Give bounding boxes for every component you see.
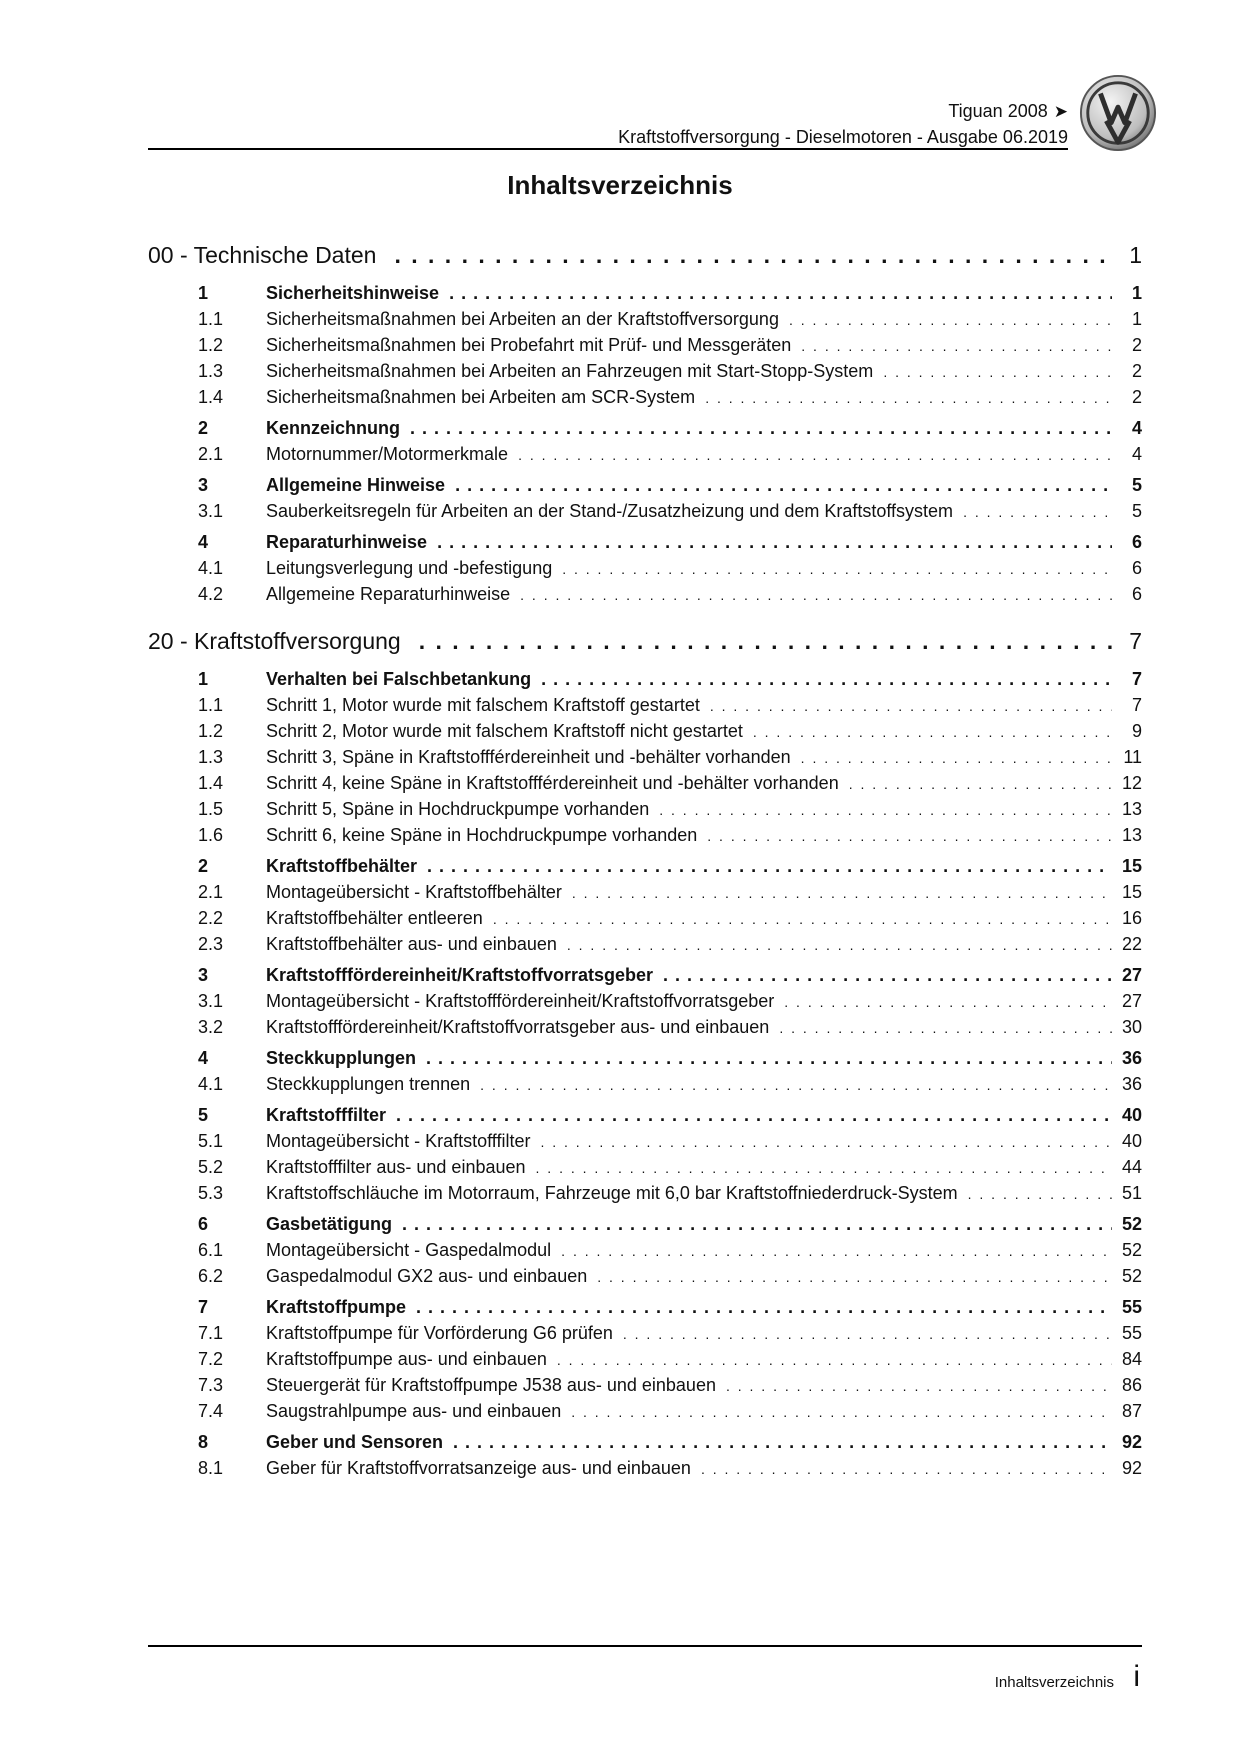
dot-leader (663, 965, 1112, 986)
dot-leader (480, 1077, 1112, 1093)
toc-section[interactable] (198, 1048, 1142, 1074)
item-number: 2.1 (198, 444, 224, 464)
toc-item[interactable] (198, 584, 1142, 610)
toc-item[interactable] (198, 1131, 1142, 1157)
item-title: Montageübersicht - Kraftstoffbehälter (266, 882, 562, 902)
item-number: 3.1 (198, 991, 224, 1011)
toc-item[interactable] (198, 695, 1142, 721)
item-title: Steckkupplungen trennen (266, 1074, 471, 1094)
section-title: Kraftstoffpumpe (266, 1297, 406, 1317)
item-title: Schritt 2, Motor wurde mit falschem Kraftstoff nicht gestartet (266, 721, 743, 741)
dot-leader (597, 1269, 1112, 1285)
dot-leader (789, 312, 1112, 328)
toc-item[interactable] (198, 991, 1142, 1017)
item-title: Kraftstoffpumpe für Vorförderung G6 prüfen (266, 1323, 613, 1343)
toc-item[interactable] (198, 882, 1142, 908)
item-page: 7 (1131, 695, 1142, 715)
item-number: 1.5 (198, 799, 224, 819)
item-number: 1.4 (198, 387, 224, 407)
footer-page-number: i (1133, 1660, 1140, 1693)
item-title: Schritt 3, Späne in Kraftstoffférdereinheit und -behälter vorhanden (266, 747, 791, 767)
section-title: Kraftstofffördereinheit/Kraftstoffvorratsgeber (266, 965, 654, 985)
chapter-title: 00 - Technische Daten (148, 242, 377, 268)
item-title: Steuergerät für Kraftstoffpumpe J538 aus- und einbauen (266, 1375, 716, 1395)
item-number: 1.2 (198, 335, 224, 355)
item-page: 15 (1121, 882, 1142, 902)
toc-item[interactable] (198, 799, 1142, 825)
item-page: 52 (1121, 1240, 1142, 1260)
item-page: 86 (1121, 1375, 1142, 1395)
item-page: 36 (1121, 1074, 1142, 1094)
item-number: 2.1 (198, 882, 224, 902)
item-title: Sauberkeitsregeln für Arbeiten an der Stand-/Zusatzheizung und dem Kraftstoffsystem (266, 501, 954, 521)
dot-leader (419, 628, 1112, 655)
section-number: 4 (198, 532, 209, 552)
section-page: 52 (1121, 1214, 1142, 1234)
toc-section[interactable] (198, 1105, 1142, 1131)
dot-leader (701, 1461, 1112, 1477)
section-number: 7 (198, 1297, 209, 1317)
table-of-contents (0, 240, 1240, 1484)
dot-leader (520, 587, 1112, 603)
item-number: 5.3 (198, 1183, 224, 1203)
dot-leader (453, 1432, 1112, 1453)
toc-item[interactable] (198, 1017, 1142, 1043)
section-title: Kennzeichnung (266, 418, 400, 438)
item-page: 30 (1121, 1017, 1142, 1037)
item-title: Leitungsverlegung und -befestigung (266, 558, 553, 578)
toc-item[interactable] (198, 1240, 1142, 1266)
dot-leader (541, 669, 1112, 690)
item-page: 87 (1121, 1401, 1142, 1421)
toc-item[interactable] (198, 1323, 1142, 1349)
item-number: 4.1 (198, 1074, 224, 1094)
section-page: 27 (1121, 965, 1142, 985)
item-number: 4.1 (198, 558, 224, 578)
item-title: Allgemeine Reparaturhinweise (266, 584, 511, 604)
section-title: Allgemeine Hinweise (266, 475, 446, 495)
page-title: Inhaltsverzeichnis (507, 170, 733, 200)
toc-item[interactable] (198, 773, 1142, 799)
section-page: 92 (1121, 1432, 1142, 1452)
item-number: 7.1 (198, 1323, 224, 1343)
section-page: 1 (1131, 283, 1142, 303)
dot-leader (557, 1352, 1112, 1368)
item-number: 5.1 (198, 1131, 224, 1151)
dot-leader (801, 338, 1112, 354)
item-number: 5.2 (198, 1157, 224, 1177)
item-number: 4.2 (198, 584, 224, 604)
item-number: 2.2 (198, 908, 224, 928)
item-title: Sicherheitsmaßnahmen bei Arbeiten an Fahrzeugen mit Start-Stopp-System (266, 361, 874, 381)
item-title: Motornummer/Motormerkmale (266, 444, 509, 464)
item-page: 16 (1121, 908, 1142, 928)
dot-leader (493, 911, 1112, 927)
item-title: Sicherheitsmaßnahmen bei Arbeiten am SCR-System (266, 387, 696, 407)
toc-section[interactable] (198, 965, 1142, 991)
footer-rule (148, 1645, 1142, 1647)
section-title: Kraftstofffilter (266, 1105, 386, 1125)
section-title: Gasbetätigung (266, 1214, 393, 1234)
item-number: 2.3 (198, 934, 224, 954)
item-title: Kraftstoffbehälter entleeren (266, 908, 483, 928)
item-page: 40 (1121, 1131, 1142, 1151)
toc-section[interactable] (198, 532, 1142, 558)
dot-leader (455, 475, 1112, 496)
toc-item[interactable] (198, 309, 1142, 335)
section-number: 4 (198, 1048, 209, 1068)
item-number: 3.1 (198, 501, 224, 521)
item-page: 27 (1121, 991, 1142, 1011)
toc-item[interactable] (198, 387, 1142, 413)
section-title: Reparaturhinweise (266, 532, 428, 552)
item-title: Gaspedalmodul GX2 aus- und einbauen (266, 1266, 588, 1286)
item-number: 1.6 (198, 825, 224, 845)
item-title: Montageübersicht - Gaspedalmodul (266, 1240, 552, 1260)
item-page: 12 (1121, 773, 1142, 793)
item-number: 6.1 (198, 1240, 224, 1260)
toc-item[interactable] (198, 1349, 1142, 1375)
item-number: 1.3 (198, 747, 224, 767)
toc-section[interactable] (198, 475, 1142, 501)
header-subtitle: Kraftstoffversorgung - Dieselmotoren - Ausgabe 06.2019 (618, 127, 1068, 147)
dot-leader (572, 885, 1112, 901)
toc-section[interactable] (198, 1297, 1142, 1323)
toc-item[interactable] (198, 1074, 1142, 1100)
dot-leader (426, 1048, 1112, 1069)
section-page: 36 (1121, 1048, 1142, 1068)
toc-item[interactable] (198, 934, 1142, 960)
toc-item[interactable] (198, 501, 1142, 527)
item-page: 84 (1121, 1349, 1142, 1369)
toc-item[interactable] (198, 1183, 1142, 1209)
toc-item[interactable] (198, 908, 1142, 934)
item-title: Schritt 6, keine Späne in Hochdruckpumpe vorhanden (266, 825, 698, 845)
dot-leader (571, 1404, 1112, 1420)
item-page: 1 (1131, 309, 1142, 329)
section-title: Kraftstoffbehälter (266, 856, 418, 876)
toc-item[interactable] (198, 558, 1142, 584)
header-model-text: Tiguan 2008 (948, 101, 1048, 121)
item-number: 7.4 (198, 1401, 224, 1421)
dot-leader (707, 828, 1112, 844)
section-page: 55 (1121, 1297, 1142, 1317)
dot-leader (968, 1186, 1112, 1202)
dot-leader (562, 561, 1112, 577)
item-title: Kraftstofffördereinheit/Kraftstoffvorratsgeber aus- und einbauen (266, 1017, 770, 1037)
item-title: Montageübersicht - Kraftstofffilter (266, 1131, 531, 1151)
dot-leader (801, 750, 1112, 766)
section-page: 7 (1131, 669, 1142, 689)
item-page: 2 (1131, 387, 1142, 407)
item-title: Geber für Kraftstoffvorratsanzeige aus- und einbauen (266, 1458, 691, 1478)
dot-leader (561, 1243, 1112, 1259)
item-page: 13 (1121, 799, 1142, 819)
dot-leader (779, 1020, 1112, 1036)
toc-section[interactable] (198, 418, 1142, 444)
item-page: 11 (1123, 747, 1142, 767)
dot-leader (427, 856, 1112, 877)
item-title: Schritt 4, keine Späne in Kraftstoffférdereinheit und -behälter vorhanden (266, 773, 839, 793)
dot-leader (518, 447, 1112, 463)
dot-leader (963, 504, 1112, 520)
header-rule (148, 148, 1068, 150)
dot-leader (394, 242, 1112, 269)
dot-leader (753, 724, 1112, 740)
dot-leader (623, 1326, 1112, 1342)
toc-item[interactable] (198, 825, 1142, 851)
item-page: 51 (1121, 1183, 1142, 1203)
dot-leader (849, 776, 1112, 792)
dot-leader (396, 1105, 1112, 1126)
item-page: 52 (1121, 1266, 1142, 1286)
item-page: 9 (1131, 721, 1142, 741)
toc-section[interactable] (198, 283, 1142, 309)
section-page: 15 (1121, 856, 1142, 876)
dot-leader (416, 1297, 1112, 1318)
item-page: 6 (1131, 558, 1142, 578)
toc-item[interactable] (198, 1266, 1142, 1292)
item-number: 1.2 (198, 721, 224, 741)
item-page: 5 (1131, 501, 1142, 521)
section-title: Verhalten bei Falschbetankung (266, 669, 532, 689)
item-title: Schritt 1, Motor wurde mit falschem Kraftstoff gestartet (266, 695, 700, 715)
toc-item[interactable] (198, 335, 1142, 361)
dot-leader (710, 698, 1112, 714)
toc-section[interactable] (198, 1214, 1142, 1240)
section-page: 4 (1131, 418, 1142, 438)
toc-item[interactable] (198, 1375, 1142, 1401)
header-model (948, 101, 1068, 122)
item-title: Kraftstoffbehälter aus- und einbauen (266, 934, 557, 954)
item-number: 1.1 (198, 695, 224, 715)
item-page: 44 (1121, 1157, 1142, 1177)
toc-section[interactable] (198, 1432, 1142, 1458)
section-title: Steckkupplungen (266, 1048, 417, 1068)
vw-logo-icon (1079, 74, 1157, 152)
section-number: 2 (198, 856, 209, 876)
item-page: 2 (1131, 335, 1142, 355)
chapter-page: 1 (1129, 242, 1142, 268)
toc-item[interactable] (198, 721, 1142, 747)
dot-leader (567, 937, 1112, 953)
item-title: Sicherheitsmaßnahmen bei Arbeiten an der Kraftstoffversorgung (266, 309, 779, 329)
section-title: Geber und Sensoren (266, 1432, 444, 1452)
item-title: Montageübersicht - Kraftstofffördereinheit/Kraftstoffvorratsgeber (266, 991, 775, 1011)
item-number: 1.3 (198, 361, 224, 381)
chapter-title: 20 - Kraftstoffversorgung (148, 628, 401, 654)
section-title: Sicherheitshinweise (266, 283, 440, 303)
toc-section[interactable] (198, 856, 1142, 882)
item-page: 13 (1121, 825, 1142, 845)
item-number: 3.2 (198, 1017, 224, 1037)
item-number: 7.2 (198, 1349, 224, 1369)
toc-item[interactable] (198, 361, 1142, 387)
chapter-page: 7 (1129, 628, 1142, 654)
item-page: 2 (1131, 361, 1142, 381)
dot-leader (883, 364, 1112, 380)
item-number: 1.1 (198, 309, 224, 329)
section-number: 1 (198, 283, 209, 303)
section-number: 8 (198, 1432, 209, 1452)
footer-label: Inhaltsverzeichnis (994, 1674, 1114, 1691)
section-page: 5 (1131, 475, 1142, 495)
item-page: 55 (1121, 1323, 1142, 1343)
item-title: Kraftstoffpumpe aus- und einbauen (266, 1349, 547, 1369)
toc-item[interactable] (198, 747, 1142, 773)
section-number: 3 (198, 965, 209, 985)
toc-item[interactable] (198, 444, 1142, 470)
item-page: 6 (1131, 584, 1142, 604)
item-title: Kraftstoffschläuche im Motorraum, Fahrzeuge mit 6,0 bar Kraftstoffniederdruck-System (266, 1183, 958, 1203)
dot-leader (536, 1160, 1112, 1176)
next-arrow-icon[interactable]: ➤ (1053, 102, 1068, 121)
item-number: 6.2 (198, 1266, 224, 1286)
dot-leader (726, 1378, 1112, 1394)
section-number: 6 (198, 1214, 209, 1234)
dot-leader (659, 802, 1112, 818)
toc-chapter[interactable] (148, 628, 1142, 664)
section-number: 3 (198, 475, 209, 495)
page-header (0, 0, 1240, 160)
toc-item[interactable] (198, 1157, 1142, 1183)
dot-leader (402, 1214, 1112, 1235)
dot-leader (784, 994, 1112, 1010)
item-title: Schritt 5, Späne in Hochdruckpumpe vorhanden (266, 799, 650, 819)
section-number: 1 (198, 669, 209, 689)
toc-section[interactable] (198, 669, 1142, 695)
toc-chapter[interactable] (148, 242, 1142, 278)
section-page: 40 (1121, 1105, 1142, 1125)
dot-leader (540, 1134, 1112, 1150)
dot-leader (705, 390, 1112, 406)
toc-item[interactable] (198, 1458, 1142, 1484)
item-title: Saugstrahlpumpe aus- und einbauen (266, 1401, 562, 1421)
item-number: 1.4 (198, 773, 224, 793)
item-number: 7.3 (198, 1375, 224, 1395)
item-page: 4 (1131, 444, 1142, 464)
item-title: Sicherheitsmaßnahmen bei Probefahrt mit Prüf- und Messgeräten (266, 335, 792, 355)
item-title: Kraftstofffilter aus- und einbauen (266, 1157, 526, 1177)
dot-leader (410, 418, 1112, 439)
section-number: 5 (198, 1105, 209, 1125)
item-number: 8.1 (198, 1458, 224, 1478)
dot-leader (437, 532, 1112, 553)
toc-item[interactable] (198, 1401, 1142, 1427)
section-page: 6 (1131, 532, 1142, 552)
dot-leader (449, 283, 1112, 304)
item-page: 22 (1121, 934, 1142, 954)
section-number: 2 (198, 418, 209, 438)
item-page: 92 (1121, 1458, 1142, 1478)
